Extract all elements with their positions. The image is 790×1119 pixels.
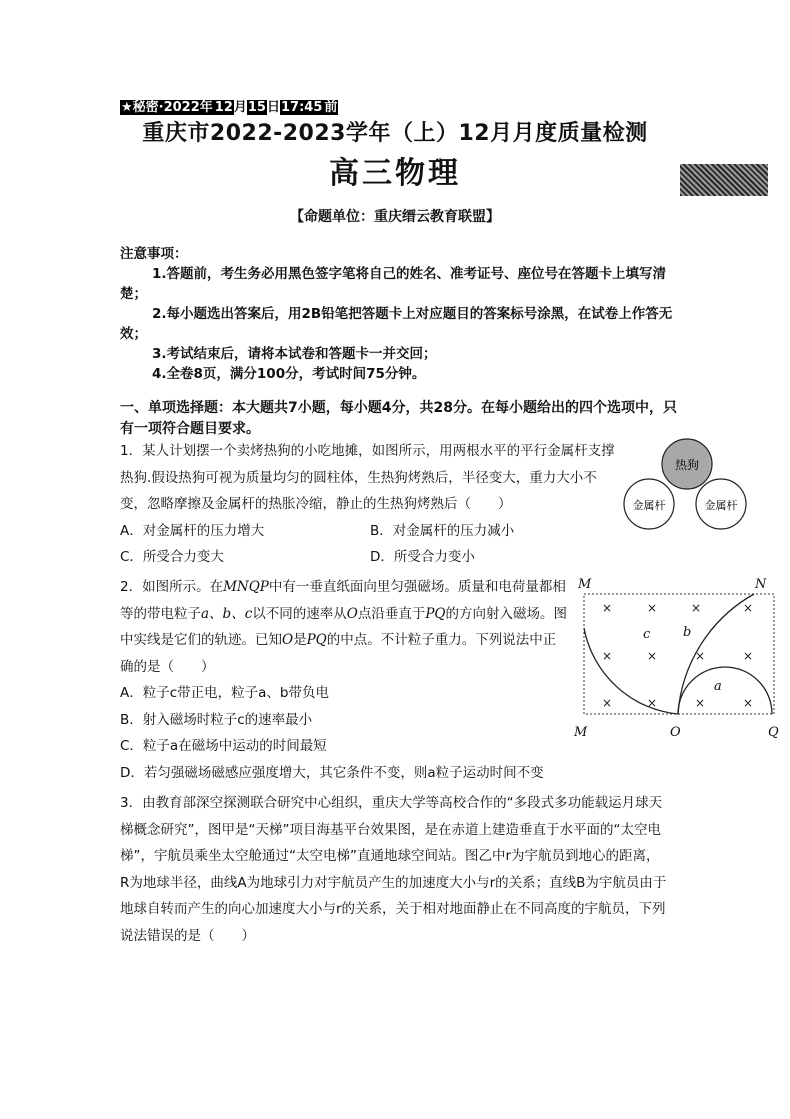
notice-list [120, 264, 676, 384]
option-c: C．所受合力变大 [120, 549, 224, 565]
secret-prefix: ★秘密·2022年 [121, 100, 213, 115]
stem-var: O [282, 632, 294, 648]
cross-mark: × [742, 649, 754, 663]
notice-item: 3.考试结束后，请将本试卷和答题卡一并交回； [152, 346, 437, 362]
label-b: b [683, 625, 692, 640]
secret-day-unit: 日 [266, 100, 280, 115]
secret-suffix: 前 [324, 100, 338, 115]
stem-var: PQ [425, 605, 446, 622]
stem-var: PQ [306, 632, 327, 648]
right-rod-label: 金属杆 [704, 499, 738, 512]
label-c: c [643, 627, 651, 642]
notice-item: 2.每小题选出答案后，用2B铅笔把答题卡上对应题目的答案标号涂黑，在试卷上作答无效； [120, 306, 673, 342]
option-c: C．粒子a在磁场中运动的时间最短 [120, 738, 327, 754]
question-3 [120, 790, 668, 949]
secret-month: 12 [214, 100, 233, 115]
subject-title: 高三物理 [329, 156, 461, 191]
label-bottom-left: M [574, 725, 588, 740]
notice-item: 4.全卷8页，满分100分，考试时间75分钟。 [152, 366, 426, 382]
option-a: A．对金属杆的压力增大 [120, 522, 265, 539]
label-top-left: M [578, 577, 592, 592]
issuing-unit: 【命题单位：重庆缙云教育联盟】 [290, 209, 500, 225]
secret-line [120, 96, 338, 115]
option-d: D．所受合力变小 [370, 549, 475, 565]
label-a: a [714, 679, 722, 694]
stem-var: MNQP [223, 579, 269, 595]
trajectory-c [584, 628, 678, 714]
stem-text: 是 [293, 632, 307, 648]
question-3-stem: 3．由教育部深空探测联合研究中心组织，重庆大学等高校合作的“多段式多功能载运月球天梯概念研究”，图甲是“天梯”项目海基平台效果图，是在赤道上建造垂直于水平面的“太空电梯”，宇航员乘坐太空舱通过“太空电梯”直通地球空间站。图乙中r为宇航员到地心的距离，R为地球半径，曲线A为地球引力对宇航员产生的加速度大小与r的关系；直线B为宇航员由于地球自转而产生的向心加速度大小与r的关系，关于相对地面静止在不同高度的宇航员，下列说法错误的是（ ） [120, 795, 667, 944]
hotdog-label: 热狗 [674, 458, 700, 472]
secret-month-unit: 月 [233, 100, 247, 115]
option-b: B．射入磁场时粒子c的速率最小 [120, 711, 313, 728]
question-2-stem [120, 574, 568, 680]
section-heading: 一、单项选择题：本大题共7小题，每小题4分，共28分。在每小题给出的四个选项中，只有一项符合题目要求。 [120, 400, 677, 437]
cross-mark: × [601, 601, 613, 615]
label-bottom-mid: O [670, 725, 681, 740]
stem-var: a、b、c [201, 605, 253, 622]
label-top-right: N [755, 577, 767, 592]
notice-heading: 注意事项： [120, 246, 188, 262]
left-rod-label: 金属杆 [632, 499, 666, 512]
cross-mark: × [742, 601, 754, 615]
stem-text: 的中点。不计粒子重力。下列说法中正确的是（ ） [120, 632, 557, 675]
stem-text: 的方向射入磁场。图中实线是它们的轨迹。已知 [120, 605, 567, 648]
secret-time: 17:45 [281, 100, 323, 115]
cross-mark: × [694, 649, 706, 663]
secret-day: 15 [247, 100, 266, 115]
stem-text: 以不同的速率从 [252, 605, 347, 622]
exam-title: 重庆市2022-2023学年（上）12月月度质量检测 [142, 121, 648, 146]
option-d: D．若匀强磁场磁感应强度增大，其它条件不变，则a粒子运动时间不变 [120, 764, 544, 781]
option-b: B．对金属杆的压力减小 [370, 522, 515, 539]
cross-mark: × [694, 696, 706, 710]
question-1-options-cd [120, 544, 620, 571]
label-bottom-right: Q [768, 725, 779, 740]
cross-mark: × [646, 601, 658, 615]
question-1-options-ab [120, 518, 620, 545]
cross-mark: × [601, 649, 613, 663]
stem-text: 中有一垂直纸面向里匀强磁场。质量和电荷量都相等的带电粒子 [120, 579, 566, 622]
stem-text: 2．如图所示。在 [120, 579, 224, 595]
question-1 [120, 438, 620, 571]
cross-mark: × [742, 696, 754, 710]
question-2 [120, 574, 568, 786]
cross-mark: × [646, 696, 658, 710]
cross-mark: × [690, 601, 702, 615]
trajectory-a [678, 667, 772, 714]
stem-var: O [346, 605, 358, 622]
stem-text: 点沿垂直于 [357, 605, 426, 622]
stamp-graphic [680, 164, 768, 196]
cross-mark: × [646, 649, 658, 663]
hotdog-figure [620, 438, 780, 534]
cross-mark: × [601, 696, 613, 710]
magnetic-field-figure [570, 572, 786, 742]
option-a: A．粒子c带正电，粒子a、b带负电 [120, 685, 329, 701]
notice-item: 1.答题前，考生务必用黑色签字笔将自己的姓名、准考证号、座位号在答题卡上填写清楚； [120, 266, 667, 302]
question-1-stem: 1．某人计划摆一个卖烤热狗的小吃地摊，如图所示，用两根水平的平行金属杆支撑热狗.假设热狗可视为质量均匀的圆柱体，生热狗烤熟后，半径变大，重力大小不变，忽略摩擦及金属杆的热胀冷缩，静止的生热狗烤熟后（ ） [120, 443, 615, 512]
